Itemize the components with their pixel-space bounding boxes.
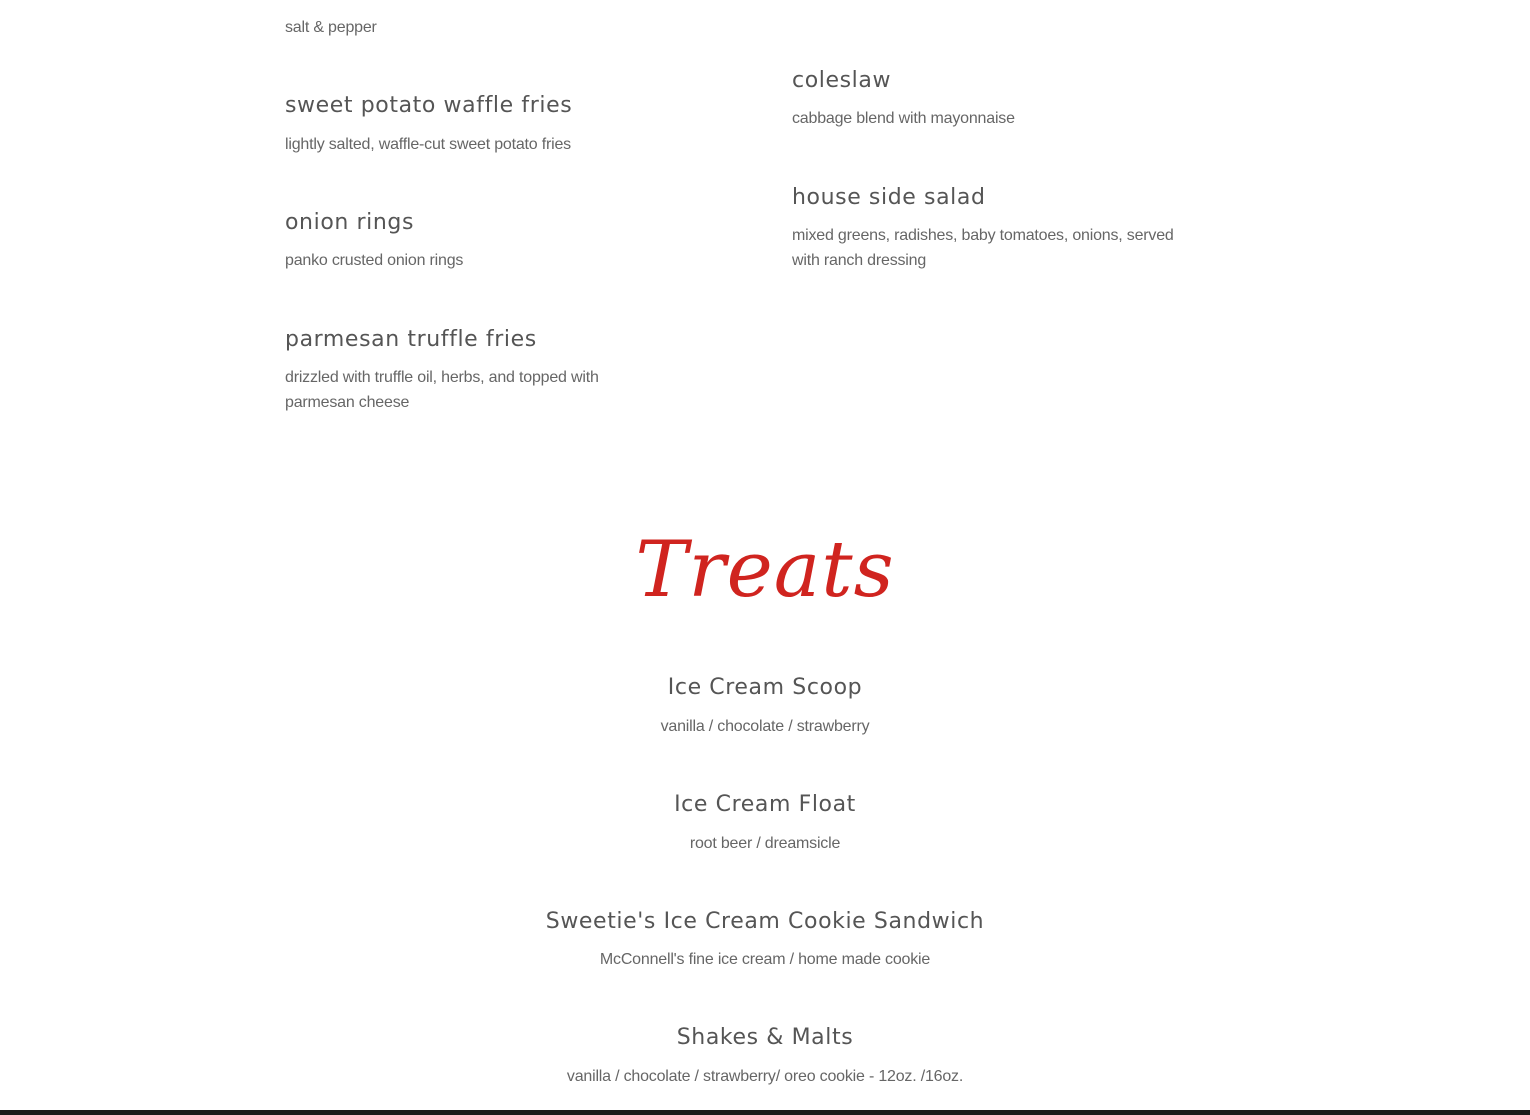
treat-item-desc: McConnell's fine ice cream / home made cookie	[599, 951, 931, 968]
side-item-desc: panko crusted onion rings	[285, 252, 464, 269]
treat-item-title: Shakes & Malts	[676, 1025, 854, 1050]
treat-item-desc: vanilla / chocolate / strawberry/ oreo cookie - 12oz. /16oz.	[566, 1068, 964, 1085]
treat-item-title: Ice Cream Scoop	[667, 675, 863, 700]
side-item-desc: salt & pepper	[285, 19, 377, 36]
cut-off-title-left	[285, 0, 293, 10]
side-item-desc: lightly salted, waffle-cut sweet potato fries	[285, 136, 571, 153]
side-item-title: house side salad	[792, 185, 986, 210]
side-item-desc: cabbage blend with mayonnaise	[792, 110, 1015, 127]
treat-item-desc: vanilla / chocolate / strawberry	[660, 718, 870, 735]
side-item-desc: drizzled with truffle oil, herbs, and topped with parmesan cheese	[285, 369, 599, 411]
side-item-title: coleslaw	[792, 68, 892, 93]
treat-item-title: Ice Cream Float	[674, 792, 856, 817]
side-item-title: onion rings	[285, 210, 415, 235]
bottom-divider	[0, 1110, 1530, 1115]
side-item-title: sweet potato waffle fries	[285, 93, 573, 118]
side-item-desc: mixed greens, radishes, baby tomatoes, onions, served with ranch dressing	[792, 227, 1174, 269]
treat-item-title: Sweetie's Ice Cream Cookie Sandwich	[545, 909, 985, 934]
side-item-title: parmesan truffle fries	[285, 327, 537, 352]
treat-item-desc: root beer / dreamsicle	[689, 835, 841, 852]
treats-heading: Treats	[635, 525, 895, 615]
